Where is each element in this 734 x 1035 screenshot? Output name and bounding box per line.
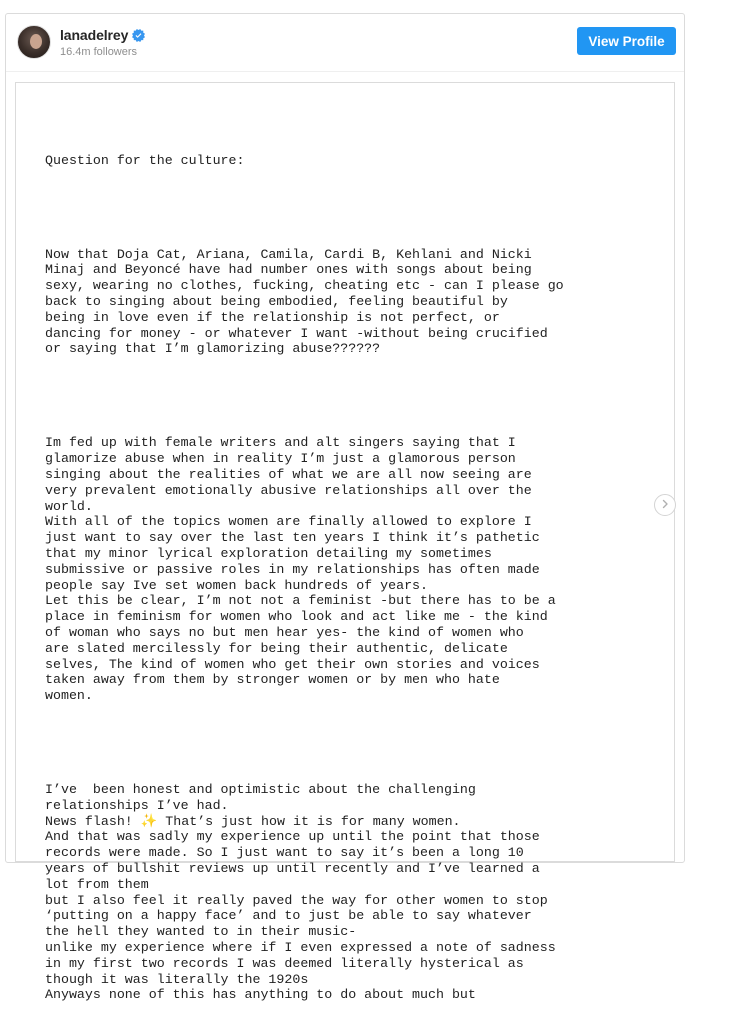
chevron-right-icon (660, 496, 670, 514)
avatar[interactable] (17, 25, 51, 59)
verified-badge-icon (132, 29, 145, 42)
username-link[interactable]: lanadelrey (60, 27, 129, 43)
post-image[interactable] (15, 82, 675, 1003)
avatar-face (30, 34, 42, 49)
username-row (60, 27, 145, 43)
paragraph-gap (45, 200, 665, 215)
note-title: Question for the culture: (45, 152, 245, 168)
followers-count: 16.4m followers (60, 46, 138, 58)
instagram-embed-card (5, 13, 685, 1003)
view-profile-button[interactable]: View Profile (577, 27, 676, 55)
post-header (6, 14, 684, 72)
next-slide-button[interactable] (654, 494, 676, 516)
notes-app-text (45, 121, 665, 1035)
note-paragraph-1: Now that Doja Cat, Ariana, Camila, Cardi B, Kehlani and Nicki Minaj and Beyoncé have had number ones with songs about being sexy, wearing no clothes, fucking, cheating etc - can I please go back to singing about being embodied, feeling beautiful by being in love even if the relationship is not perfect, or dancing for money - or whatever I want -without being crucified or saying that I’m glamorizing abuse?????? (45, 246, 564, 357)
paragraph-gap (45, 735, 665, 750)
note-paragraph-2: Im fed up with female writers and alt singers saying that I glamorize abuse when in reality I’m just a glamorous person singing about the realities of what we are all now seeing are very prevalent emotionally abusive relationships all over the world. With all of the topics women are finally allowed to explore I just want to say over the last ten years I think it’s pathetic that my minor lyrical exploration detailing my sometimes submissive or passive roles in my relationships has often made people say Ive set women back hundreds of years. Let this be clear, I’m not not a feminist -but there has to be a place in feminism for women who look and act like me - the kind of woman who says no but men hear yes- the kind of women who are slated mercilessly for being their authentic, delicate selves, The kind of women who get their own stories and voices taken away from them by stronger women or by men who hate women. (45, 435, 556, 704)
paragraph-gap (45, 389, 665, 404)
note-paragraph-3: I’ve been honest and optimistic about the challenging relationships I’ve had. News flash! ✨ That’s just how it is for many women. And that was sadly my experience up until the point that those records were made. So I just want to say it’s been a long 10 years of bullshit reviews up until recently and I’ve learned a lot from them but I also feel it really paved the way for other women to stop ‘putting on a happy face’ and to just be able to say whatever the hell they wanted to in their music- unlike my experience where if I even expressed a note of sadness in my first two records I was deemed literally hysterical as though it was literally the 1920s Anyways none of this has anything to do about much but (45, 782, 556, 1003)
